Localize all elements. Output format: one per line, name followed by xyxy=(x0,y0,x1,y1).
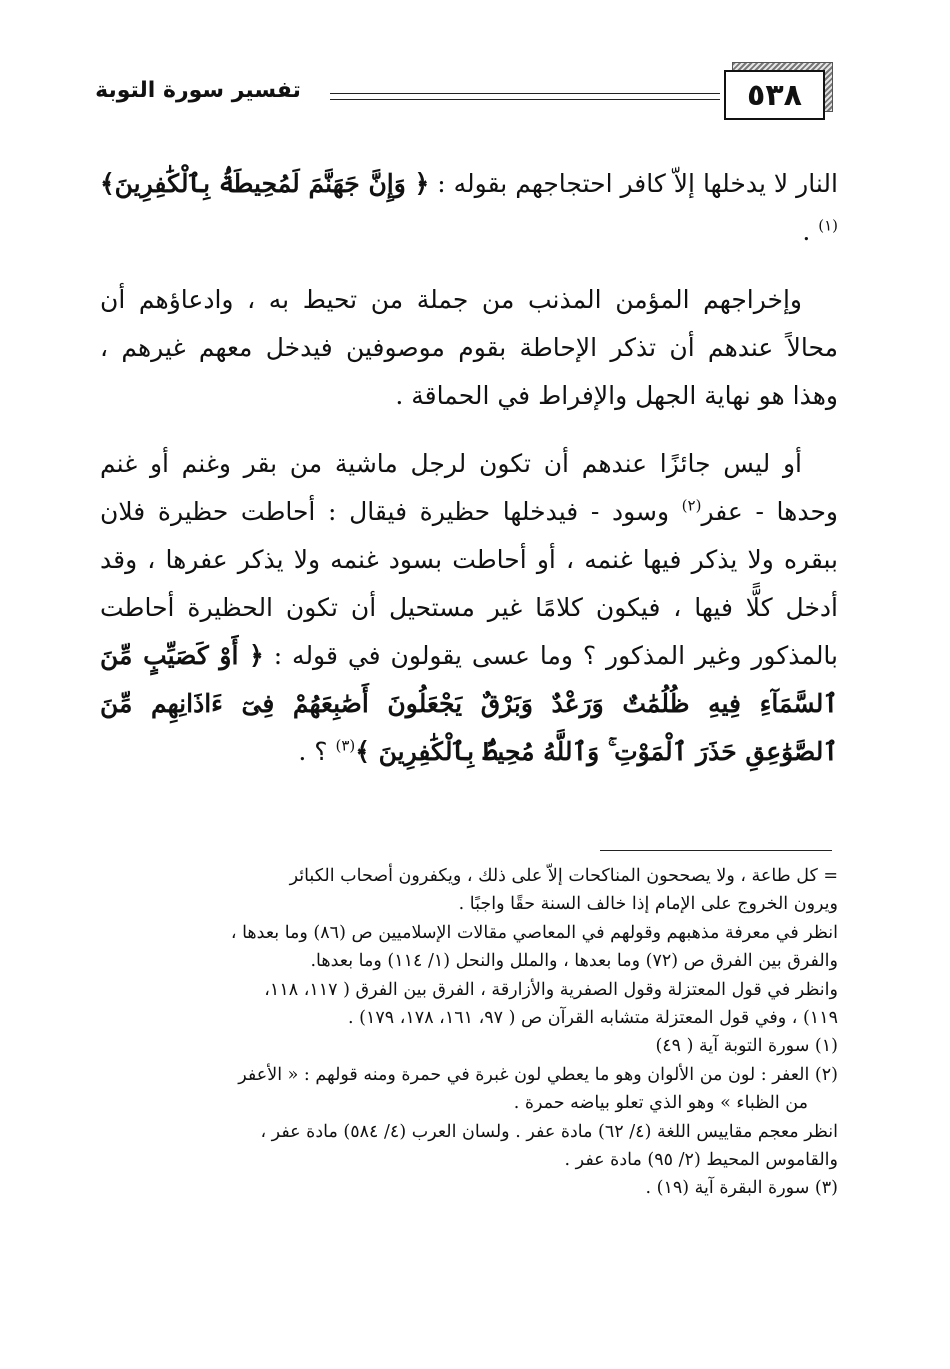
footnote-line: والقاموس المحيط (٢/ ٩٥) مادة عفر . xyxy=(564,1150,838,1171)
footnote-line: انظر في معرفة مذهبهم وقولهم في المعاصي مقالات الإسلاميين ص (٨٦) وما بعدها ، xyxy=(230,922,838,943)
page-header xyxy=(0,60,950,130)
page-number: ٥٣٨ xyxy=(747,77,802,113)
header-rule xyxy=(330,93,720,94)
footnote-line: ١١٩) ، وفي قول المعتزلة متشابه القرآن ص ( ٩٧، ١٦١، ١٧٨، ١٧٩) . xyxy=(348,1008,838,1029)
footnote-line: انظر معجم مقاييس اللغة (٤/ ٦٢) مادة عفر . ولسان العرب (٤/ ٥٨٤) مادة عفر ، xyxy=(260,1121,838,1142)
paragraph-text: أو ليس جائزًا عندهم أن تكون لرجل ماشية من بقر وغنم أو غنم وحدها - عفر xyxy=(100,449,839,526)
footnote-line: والفرق بين الفرق ص (٧٢) وما بعدها ، والملل والنحل (١/ ١١٤) وما بعدها. xyxy=(310,951,838,972)
footnote-line: من الظباء » وهو الذي تعلو بياضه حمرة . xyxy=(513,1093,808,1114)
footnote-line: = كل طاعة ، ولا يصححون المناكحات إلاّ على ذلك ، ويكفرون أصحاب الكبائر xyxy=(289,866,838,886)
quran-verse: ﴿ وَإِنَّ جَهَنَّمَ لَمُحِيطَةُۢ بِٱلْكَٰفِرِينَ﴾ xyxy=(100,169,430,198)
paragraph-text: النار لا يدخلها إلاّ كافر احتجاجهم بقوله : xyxy=(437,169,838,198)
footnote-3: (٣) سورة البقرة آية (١٩) . xyxy=(645,1178,838,1199)
paragraph-3 xyxy=(100,440,838,776)
quran-verse: ﴿ أَوْ كَصَيِّبٍ مِّنَ ٱلسَّمَآءِ فِيهِ ظُلُمَٰتٌ وَرَعْدٌ وَبَرْقٌ يَجْعَلُونَ أَصَٰبِعَهُمْ فِىٓ ءَاذَانِهِم مِّنَ ٱلصَّوَٰعِقِ حَذَرَ ٱلْمَوْتِ ۚ وَٱللَّهُ مُحِيطٌۢ بِٱلْكَٰفِرِينَ ﴾ xyxy=(100,641,838,766)
paragraph-1 xyxy=(100,160,838,256)
page-number-box xyxy=(724,70,825,120)
paragraph-end: ؟ . xyxy=(298,737,336,766)
footnote-ref-1: (١) xyxy=(818,216,838,235)
footnote-1: (١) سورة التوبة آية ( ٤٩) xyxy=(655,1036,838,1057)
footnote-ref-3: (٣) xyxy=(335,736,356,755)
footnote-2: (٢) العفر : لون من الألوان وهو ما يعطي لون غبرة في حمرة ومنه قولهم : « الأعفر xyxy=(238,1064,838,1085)
footnote-line: ويرون الخروج على الإمام إذا خالف السنة حقًا واجبًا . xyxy=(458,894,838,915)
header-rule xyxy=(330,99,720,100)
footnote-separator xyxy=(600,850,832,851)
footnotes xyxy=(100,862,838,1203)
running-title: تفسير سورة التوبة xyxy=(95,78,301,103)
main-text xyxy=(100,160,838,796)
paragraph-2: وإخراجهم المؤمن المذنب من جملة من تحيط به ، وادعاؤهم أن محالاً عندهم أن تذكر الإحاطة بقوم موصوفين فيدخل معهم غيرهم ، وهذا هو نهاية الجهل والإفراط في الحماقة . xyxy=(100,285,838,410)
footnote-ref-2: (٢) xyxy=(681,496,702,515)
footnote-line: وانظر في قول المعتزلة وقول الصفرية والأزارقة ، الفرق بين الفرق ( ١١٧، ١١٨، xyxy=(264,979,838,1000)
paragraph-text: وسود - فيدخلها حظيرة فيقال : أحاطت حظيرة فلان ببقره ولا يذكر فيها غنمه ، أو أحاطت بسود غنمه ولا يذكر عفرها ، وقد أدخل كلًّا فيها ، فيكون كلامًا غير مستحيل أن تكون الحظيرة أحاطت بالمذكور وغير المذكور ؟ وما عسى يقولون في قوله : xyxy=(100,497,839,670)
paragraph-end: . xyxy=(802,217,819,246)
